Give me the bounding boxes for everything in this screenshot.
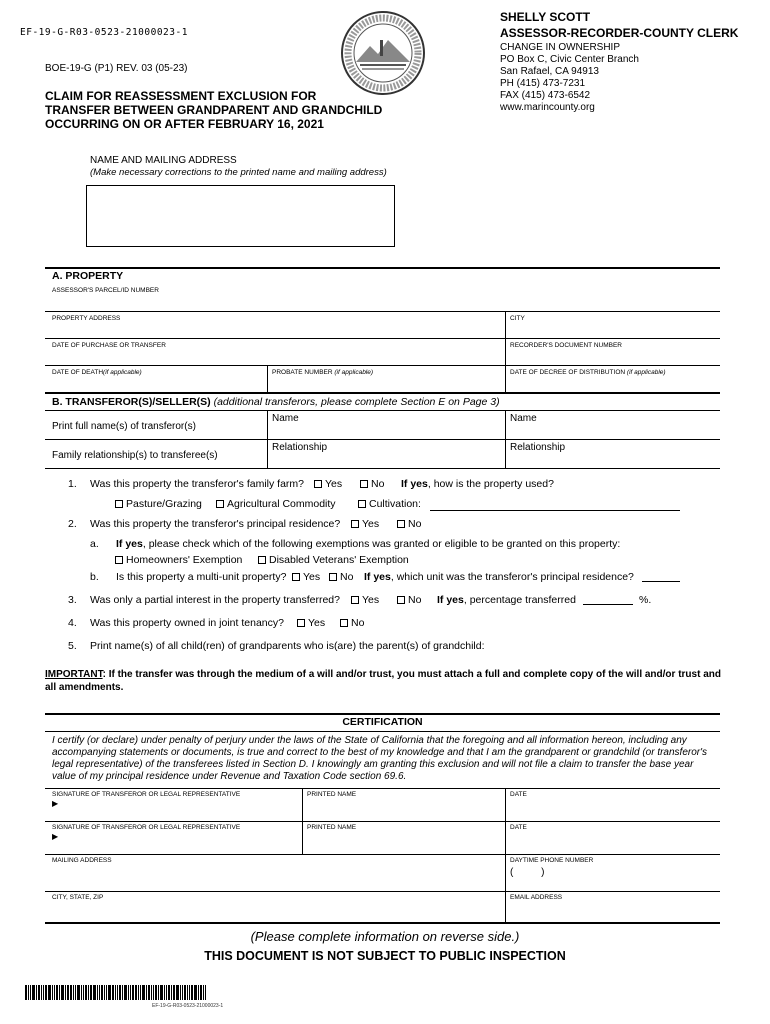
barcode-bar [99,985,100,1000]
barcode-bar [93,985,96,1000]
barcode-bar [41,985,42,1000]
signature-label-1: SIGNATURE OF TRANSFEROR OR LEGAL REPRESENTATIVE [52,791,241,798]
barcode-bar [148,985,150,1000]
q4-yes-checkbox[interactable]: Yes [297,617,325,629]
barcode-bar [180,985,181,1000]
barcode-bar [54,985,55,1000]
death-date-label: DATE OF DEATH(if applicable) [52,369,142,376]
barcode-bar [83,985,84,1000]
percentage-field[interactable] [583,604,633,605]
checkbox-icon [397,520,405,528]
barcode-bar [106,985,107,1000]
signature-label-2: SIGNATURE OF TRANSFEROR OR LEGAL REPRESENTATIVE [52,824,241,831]
relationship-1[interactable]: Relationship [272,442,328,453]
q3-ifyes: If yes, percentage transferred [437,594,576,606]
barcode-bar [128,985,129,1000]
barcode-bar [138,985,139,1000]
q2-no-checkbox[interactable]: No [397,518,421,530]
barcode-bar [67,985,69,1000]
q4-text: Was this property owned in joint tenancy? [90,617,284,629]
barcode-bar [189,985,190,1000]
q2b-text: Is this property a multi-unit property? [116,571,287,583]
barcode-bar [73,985,74,1000]
q3-no-checkbox[interactable]: No [397,594,421,606]
checkbox-icon [115,556,123,564]
barcode-bar [135,985,137,1000]
barcode-bar [155,985,157,1000]
q5-text: Print name(s) of all child(ren) of grandparents who is(are) the parent(s) of grandchild: [90,640,485,652]
barcode-bar [112,985,114,1000]
office-heading: SHELLY SCOTT ASSESSOR-RECORDER-COUNTY CLERK [500,10,739,40]
decree-date-label: DATE OF DECREE OF DISTRIBUTION (if applicable) [510,369,666,376]
q5-number: 5. [68,640,77,652]
barcode-bar [75,985,76,1000]
barcode-bar [38,985,40,1000]
checkbox-icon [292,573,300,581]
checkbox-icon [115,500,123,508]
form-number: BOE-19-G (P1) REV. 03 (05-23) [45,63,188,74]
mailing-address-label: MAILING ADDRESS [52,857,112,864]
q2b-no-checkbox[interactable]: No [329,571,353,583]
phone-label: DAYTIME PHONE NUMBER [510,857,594,864]
barcode-bar [28,985,29,1000]
barcode-bar [70,985,72,1000]
checkbox-icon [340,619,348,627]
barcode-bar [187,985,188,1000]
checkbox-icon [258,556,266,564]
name-address-box[interactable] [86,185,395,247]
barcode-bar [153,985,154,1000]
checkbox-icon [297,619,305,627]
important-notice: IMPORTANT: If the transfer was through the medium of a will and/or trust, you must attach a full and complete copy of the will and/or trust and all amendments. [45,669,721,693]
transferor-name-2[interactable]: Name [510,413,537,424]
city-label: CITY [510,315,525,322]
q1-ifyes: If yes, how is the property used? [401,478,554,490]
cultivation-field[interactable] [430,510,680,511]
email-label: EMAIL ADDRESS [510,894,563,901]
barcode-bar [25,985,27,1000]
q2b-yes-checkbox[interactable]: Yes [292,571,320,583]
pasture-checkbox[interactable]: Pasture/Grazing [115,498,202,510]
barcode [25,985,206,1000]
barcode-bar [168,985,170,1000]
barcode-bar [176,985,179,1000]
barcode-bar [122,985,123,1000]
barcode-bar [88,985,89,1000]
form-title: CLAIM FOR REASSESSMENT EXCLUSION FOR TRANSFER BETWEEN GRANDPARENT AND GRANDCHILD OCCURRING ON OR AFTER FEBRUARY 16, 2021 [45,89,383,131]
disabled-veterans-checkbox[interactable]: Disabled Veterans' Exemption [258,554,409,566]
checkbox-icon [216,500,224,508]
q2-text: Was this property the transferor's principal residence? [90,518,341,530]
county-seal-logo [340,10,426,96]
barcode-bar [65,985,66,1000]
purchase-date-label: DATE OF PURCHASE OR TRANSFER [52,342,166,349]
q2-yes-checkbox[interactable]: Yes [351,518,379,530]
phone-field[interactable]: ( ) [510,867,545,878]
checkbox-icon [351,520,359,528]
barcode-bar [124,985,127,1000]
barcode-bar [182,985,183,1000]
barcode-bar [90,985,92,1000]
printed-name-label-2: PRINTED NAME [307,824,357,831]
barcode-bar [191,985,193,1000]
relationship-2[interactable]: Relationship [510,442,566,453]
barcode-bar [117,985,118,1000]
percent-sign: %. [639,594,652,606]
print-names-label: Print full name(s) of transferor(s) [52,421,196,432]
barcode-bar [32,985,35,1000]
barcode-bar [43,985,44,1000]
q2-number: 2. [68,518,77,530]
barcode-caption: EF-19-G-R03-0523-21000023-1 [152,1003,224,1009]
cultivation-checkbox[interactable]: Cultivation: [358,498,421,510]
barcode-bar [119,985,121,1000]
section-b-title: B. TRANSFEROR(S)/SELLER(S) (additional transferors, please complete Section E on Page 3) [52,396,500,408]
signature-arrow-icon: ▶ [52,799,59,808]
barcode-bar [115,985,116,1000]
probate-label: PROBATE NUMBER (if applicable) [272,369,374,376]
checkbox-icon [397,596,405,604]
barcode-bar [151,985,152,1000]
q2b-number: b. [90,571,99,583]
signature-arrow-icon: ▶ [52,832,59,841]
barcode-bar [164,985,165,1000]
barcode-bar [194,985,197,1000]
date-label-2: DATE [510,824,527,831]
barcode-bar [52,985,53,1000]
barcode-bar [166,985,167,1000]
checkbox-icon [314,480,322,488]
barcode-bar [81,985,82,1000]
city-state-zip-label: CITY, STATE, ZIP [52,894,104,901]
q1-no-checkbox[interactable]: No [360,478,384,490]
barcode-bar [203,985,204,1000]
barcode-bar [56,985,58,1000]
barcode-bar [45,985,47,1000]
q1-yes-checkbox[interactable]: Yes [314,478,342,490]
homeowners-exemption-checkbox[interactable]: Homeowners' Exemption [115,554,242,566]
barcode-bar [77,985,80,1000]
form-code: EF-19-G-R03-0523-21000023-1 [20,27,188,38]
name-address-hint: (Make necessary corrections to the printed name and mailing address) [90,167,387,178]
barcode-bar [36,985,37,1000]
barcode-bar [140,985,141,1000]
barcode-bar [108,985,111,1000]
printed-name-label-1: PRINTED NAME [307,791,357,798]
barcode-bar [171,985,172,1000]
name-address-label: NAME AND MAILING ADDRESS [90,155,237,166]
barcode-bar [205,985,206,1000]
office-website: www.marincounty.org [500,102,595,113]
barcode-bar [97,985,98,1000]
barcode-bar [85,985,87,1000]
barcode-bar [101,985,103,1000]
office-address: CHANGE IN OWNERSHIP PO Box C, Civic Center Branch San Rafael, CA 94913 PH (415) 473-7231 FAX (415) 473-6542 www.marincounty.org [500,42,639,113]
transferor-name-1[interactable]: Name [272,413,299,424]
barcode-bar [48,985,51,1000]
agricultural-checkbox[interactable]: Agricultural Commodity [216,498,336,510]
certification-title: CERTIFICATION [342,716,423,728]
property-address-label: PROPERTY ADDRESS [52,315,121,322]
q2a-text: If yes, please check which of the following exemptions was granted or eligible to be granted on this property: [116,538,621,550]
family-relationship-label: Family relationship(s) to transferee(s) [52,450,218,461]
barcode-bar [142,985,145,1000]
certification-text: I certify (or declare) under penalty of perjury under the laws of the State of California that the foregoing and all information hereon, including any accompanying statements or documents, is true and correct to the best of my knowledge and that I am the grandparent or grandchild (or transferor's legal representative) of the transferees listed in Section D. I knowingly am granting this exclusion and will not file a claim to transfer the base year value of my principal residence under Revenue and Taxation Code section 69.6. [52,735,708,782]
barcode-bar [198,985,199,1000]
barcode-bar [200,985,202,1000]
checkbox-icon [358,500,366,508]
date-label-1: DATE [510,791,527,798]
q1-text: Was this property the transferor's family farm? [90,478,305,490]
q2b-ifyes: If yes, which unit was the transferor's principal residence? [364,571,634,583]
q3-yes-checkbox[interactable]: Yes [351,594,379,606]
q4-no-checkbox[interactable]: No [340,617,364,629]
not-public-notice: THIS DOCUMENT IS NOT SUBJECT TO PUBLIC INSPECTION [204,949,566,963]
q2a-number: a. [90,538,99,550]
q1-number: 1. [68,478,77,490]
barcode-bar [184,985,186,1000]
q3-number: 3. [68,594,77,606]
apn-label: ASSESSOR'S PARCEL/ID NUMBER [52,287,159,294]
section-a-title: A. PROPERTY [52,270,124,282]
reverse-side-note: (Please complete information on reverse side.) [250,929,520,944]
barcode-bar [158,985,159,1000]
recorder-doc-label: RECORDER'S DOCUMENT NUMBER [510,342,622,349]
barcode-bar [160,985,163,1000]
barcode-bar [130,985,131,1000]
barcode-bar [61,985,64,1000]
unit-field[interactable] [642,581,680,582]
checkbox-icon [360,480,368,488]
barcode-bar [104,985,105,1000]
barcode-bar [173,985,175,1000]
q4-number: 4. [68,617,77,629]
barcode-bar [132,985,134,1000]
barcode-bar [59,985,60,1000]
barcode-bar [146,985,147,1000]
barcode-bar [30,985,31,1000]
q3-text: Was only a partial interest in the property transferred? [90,594,340,606]
checkbox-icon [351,596,359,604]
checkbox-icon [329,573,337,581]
